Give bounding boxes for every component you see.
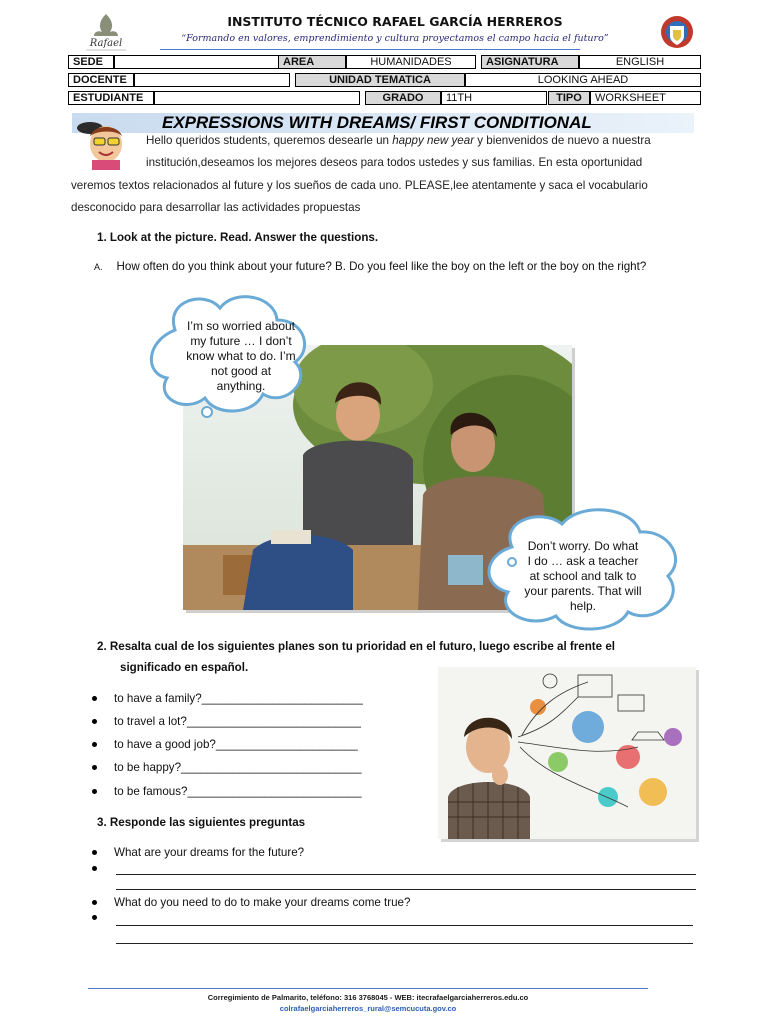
plan-item xyxy=(92,785,362,798)
intro-line-1-b: y bienvenidos de nuevo a nuestra xyxy=(474,134,651,147)
question-2-text: What do you need to do to make your dreams come true? xyxy=(114,896,411,909)
plan-text[interactable]: to travel a lot?___________________________ xyxy=(114,715,361,728)
asignatura-value: ENGLISH xyxy=(579,55,701,69)
school-name: INSTITUTO TÉCNICO RAFAEL GARCÍA HERREROS xyxy=(227,14,563,29)
answer-bullet-2 xyxy=(92,911,114,924)
section-3-heading: 3. Responde las siguientes preguntas xyxy=(97,816,306,829)
plan-text[interactable]: to have a family?_________________________ xyxy=(114,692,363,705)
plan-item xyxy=(92,692,363,705)
worksheet-title: EXPRESSIONS WITH DREAMS/ FIRST CONDITIONAL xyxy=(162,113,592,132)
plan-text[interactable]: to be happy?____________________________ xyxy=(114,761,362,774)
intro-line-4: desconocido para desarrollar las actividades propuestas xyxy=(71,201,361,214)
thought-right-line-5: help. xyxy=(569,599,597,613)
estudiante-field[interactable] xyxy=(154,91,360,105)
tipo-label: TIPO xyxy=(548,91,590,105)
header-rule xyxy=(160,49,580,50)
bullet-dot xyxy=(92,915,97,920)
intro-line-1 xyxy=(146,130,651,152)
intro-happy-new-year: happy new year xyxy=(392,134,475,147)
grado-value: 11TH xyxy=(441,91,547,105)
thought-right-line-1: Don’t worry. Do what xyxy=(527,539,639,553)
school-shield-logo xyxy=(660,12,694,52)
plan-text[interactable]: to be famous?___________________________ xyxy=(114,785,362,798)
footer-email[interactable]: colrafaelgarciaherreros_rural@semcucuta.gov.co xyxy=(279,1004,457,1013)
school-logo-left xyxy=(80,12,132,52)
intro-line-1-a: Hello queridos students, queremos desearle un xyxy=(146,134,393,147)
question-text: How often do you think about your future? B. Do you feel like the boy on the left or the boy on the right? xyxy=(116,260,647,273)
dreaming-boy-photo xyxy=(438,667,696,839)
bullet-dot xyxy=(92,900,97,905)
asignatura-label: ASIGNATURA xyxy=(481,55,579,69)
thought-left-line-1: I’m so worried about xyxy=(186,319,296,333)
answer-line[interactable] xyxy=(116,874,696,875)
bullet-dot xyxy=(92,719,97,724)
unidad-label: UNIDAD TEMATICA xyxy=(295,73,465,87)
section-1-heading: 1. Look at the picture. Read. Answer the questions. xyxy=(97,231,379,244)
question-1-text: What are your dreams for the future? xyxy=(114,846,305,859)
answer-line[interactable] xyxy=(116,889,696,890)
section-2-heading-line-1: 2. Resalta cual de los siguientes planes son tu prioridad en el futuro, luego escribe al frente el xyxy=(97,640,615,653)
plan-item xyxy=(92,715,361,728)
grado-label: GRADO xyxy=(365,91,441,105)
thought-left-line-3: know what to do. I’m xyxy=(186,349,296,363)
bullet-dot xyxy=(92,850,97,855)
question-mark-a: A. xyxy=(94,262,103,272)
answer-line[interactable] xyxy=(116,943,693,944)
bullet-dot xyxy=(92,866,97,871)
bullet-dot xyxy=(92,696,97,701)
bullet-dot xyxy=(92,742,97,747)
thought-left-line-5: anything. xyxy=(216,379,266,393)
plan-text[interactable]: to have a good job?______________________ xyxy=(114,738,358,751)
plan-item xyxy=(92,738,358,751)
docente-field[interactable] xyxy=(134,73,290,87)
area-value: HUMANIDADES xyxy=(346,55,476,69)
sede-label: SEDE xyxy=(68,55,114,69)
thought-right-line-4: your parents. That will xyxy=(524,584,642,598)
intro-line-3: veremos textos relacionados al future y los sueños de cada uno. PLEASE,lee atentamente y saca el vocabulario xyxy=(71,179,648,192)
section-1-question xyxy=(94,260,646,273)
intro-line-2: institución,deseamos los mejores deseos para todos ustedes y sus familias. En esta oportunidad xyxy=(146,156,643,169)
question-item-2 xyxy=(92,896,410,909)
answer-bullet-1 xyxy=(92,862,114,875)
thought-left-line-2: my future … I don’t xyxy=(190,334,292,348)
section-2-heading-line-2: significado en español. xyxy=(120,661,249,674)
docente-label: DOCENTE xyxy=(68,73,134,87)
unidad-value: LOOKING AHEAD xyxy=(465,73,701,87)
logo-text: Rafael xyxy=(89,38,123,49)
estudiante-label: ESTUDIANTE xyxy=(68,91,154,105)
footer-rule xyxy=(88,988,648,989)
thought-text-right xyxy=(512,539,654,614)
thought-text-left xyxy=(178,319,304,394)
student-info-table xyxy=(68,55,701,107)
area-label: AREA xyxy=(278,55,346,69)
answer-line[interactable] xyxy=(116,925,693,926)
bullet-dot xyxy=(92,789,97,794)
tipo-value: WORKSHEET xyxy=(590,91,701,105)
thought-right-line-2: I do … ask a teacher xyxy=(527,554,639,568)
footer-contact: Corregimiento de Palmarito, teléfono: 316 3768045 - WEB: itecrafaelgarciaherreros.edu.co xyxy=(207,993,529,1002)
school-motto: “Formando en valores, emprendimiento y cultura proyectamos el campo hacia el futuro” xyxy=(181,33,609,44)
thought-right-line-3: at school and talk to xyxy=(529,569,637,583)
question-item-1 xyxy=(92,846,304,859)
bullet-dot xyxy=(92,765,97,770)
kid-with-glasses-illustration xyxy=(72,116,136,170)
plan-item xyxy=(92,761,362,774)
thought-left-line-4: not good at xyxy=(210,364,272,378)
